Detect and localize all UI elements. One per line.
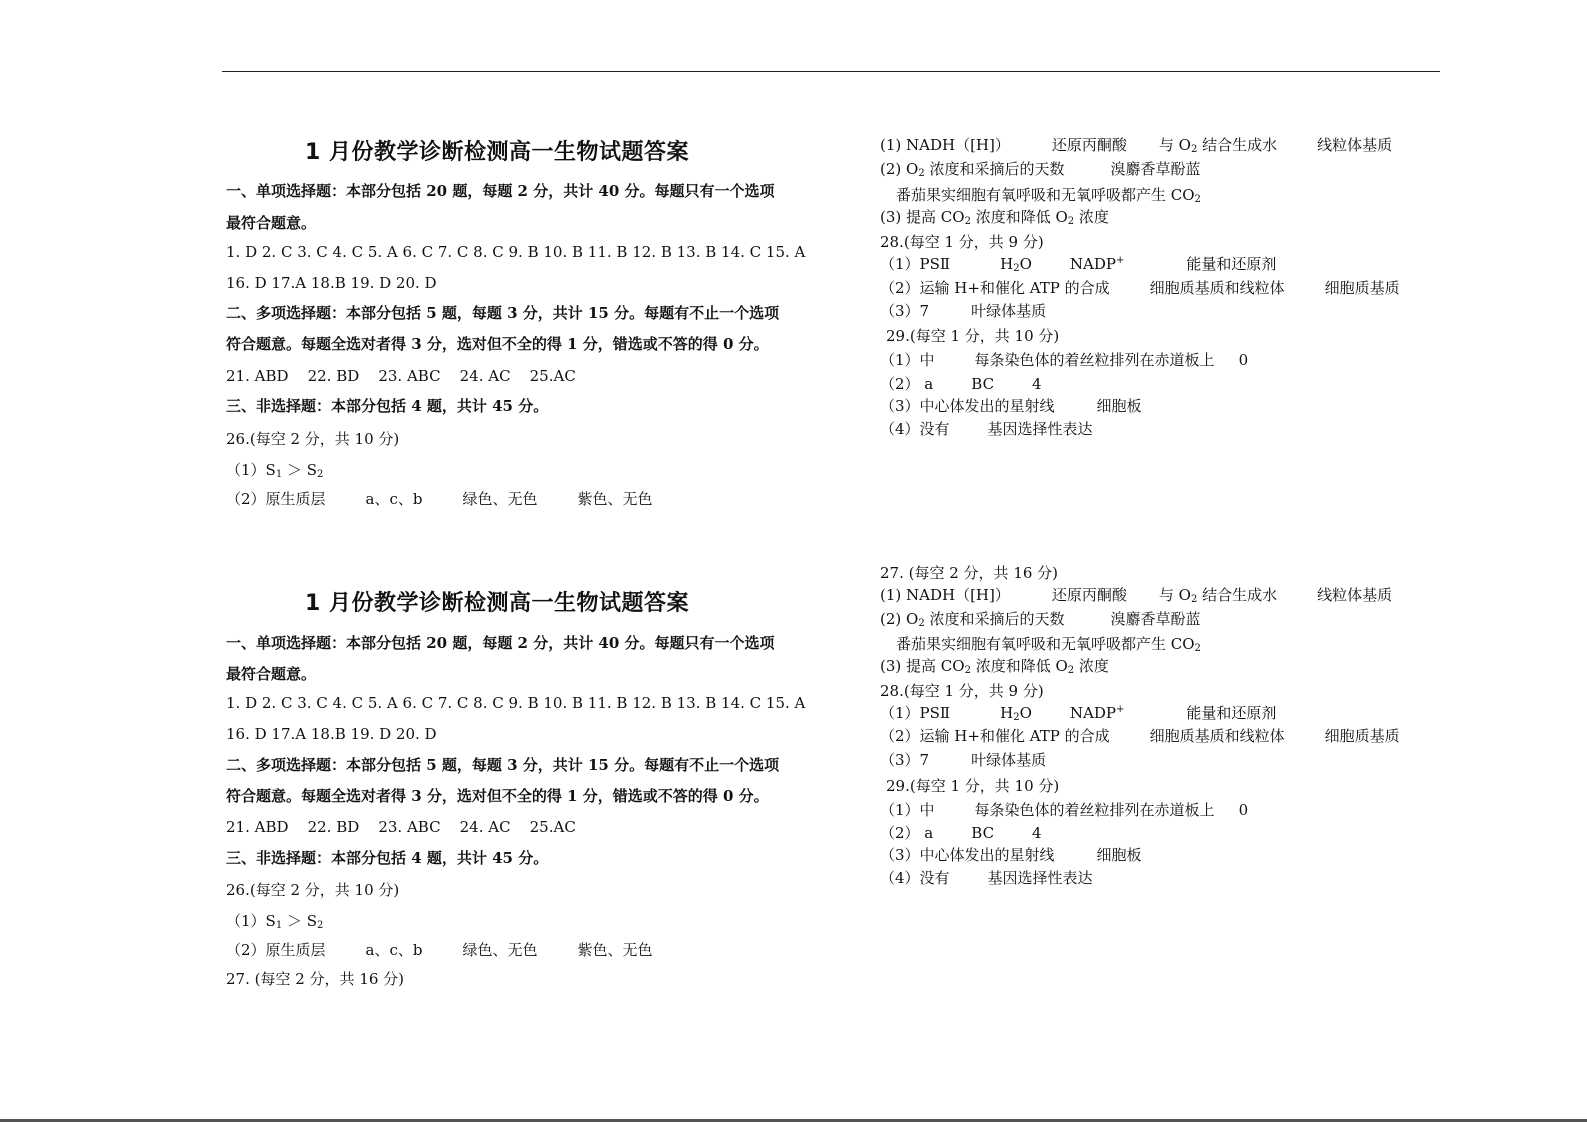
section-2-line-1: 二、多项选择题：本部分包括 5 题，每题 3 分，共计 15 分。每题有不止一个选项 [226,304,780,322]
answers-21-25: 21. ABD 22. BD 23. ABC 24. AC 25.AC [226,367,576,385]
section-2-line-2: 符合题意。每题全选对者得 3 分，选对但不全的得 1 分，错选或不答的得 0 分。 [226,787,769,805]
q27-answer-3: (3) 提高 $CO_2$ 浓度和降低 $O_2$ 浓度 [880,657,1109,676]
q29-answer-3: （3）中心体发出的星射线 细胞板 [880,846,1142,864]
q29-answer-2: （2） a BC 4 [880,824,1042,842]
q27-answer-1: (1) NADH（[H]） 还原丙酮酸 与 $O_2$ 结合生成水 线粒体基质 [880,136,1393,155]
section-1-line-1: 一、单项选择题：本部分包括 20 题，每题 2 分，共计 40 分。每题只有一个选项 [226,634,775,652]
q29-heading: 29.(每空 1 分，共 10 分) [886,777,1060,795]
q27-answer-2: (2) $O_2$ 浓度和采摘后的天数 溴麝香草酚蓝 [880,610,1201,629]
q27-answer-2: (2) $O_2$ 浓度和采摘后的天数 溴麝香草酚蓝 [880,160,1201,179]
q27-heading-right: 27. (每空 2 分，共 16 分) [880,564,1059,582]
section-2-line-1: 二、多项选择题：本部分包括 5 题，每题 3 分，共计 15 分。每题有不止一个选项 [226,756,780,774]
q27-answer-2b: 番茄果实细胞有氧呼吸和无氧呼吸都产生 $CO_2$ [896,186,1201,205]
answers-16-20: 16. D 17.A 18.B 19. D 20. D [226,725,437,743]
answers-1-15: 1. D 2. C 3. C 4. C 5. A 6. C 7. C 8. C 9. B 10. B 11. B 12. B 13. B 14. C 15. A [226,243,806,261]
page-title: 1 月份教学诊断检测高一生物试题答案 [305,140,689,165]
q26-answer-1: $(1)S_1 > S_2$ [226,461,324,480]
q28-heading: 28.(每空 1 分，共 9 分) [880,682,1044,700]
q29-answer-1: （1）中 每条染色体的着丝粒排列在赤道板上 0 [880,801,1249,819]
section-3-heading: 三、非选择题：本部分包括 4 题，共计 45 分。 [226,849,549,867]
q28-answer-1: （1）PSⅡ $H_2O$ NADP+ 能量和还原剂 [880,704,1277,723]
q29-heading: 29.(每空 1 分，共 10 分) [886,327,1060,345]
q26-heading: 26.(每空 2 分，共 10 分) [226,881,400,899]
q28-answer-2: （2）运输 H+和催化 ATP 的合成 细胞质基质和线粒体 细胞质基质 [880,727,1400,745]
page-title-repeat: 1 月份教学诊断检测高一生物试题答案 [305,591,689,616]
section-3-heading: 三、非选择题：本部分包括 4 题，共计 45 分。 [226,397,549,415]
q26-answer-2: （2）原生质层 a、c、b 绿色、无色 紫色、无色 [226,490,653,508]
section-1-line-1: 一、单项选择题：本部分包括 20 题，每题 2 分，共计 40 分。每题只有一个选项 [226,182,775,200]
q29-answer-2: （2） a BC 4 [880,375,1042,393]
q29-answer-3: （3）中心体发出的星射线 细胞板 [880,397,1142,415]
answers-1-15: 1. D 2. C 3. C 4. C 5. A 6. C 7. C 8. C 9. B 10. B 11. B 12. B 13. B 14. C 15. A [226,694,806,712]
q27-answer-2b: 番茄果实细胞有氧呼吸和无氧呼吸都产生 $CO_2$ [896,635,1201,654]
section-2-line-2: 符合题意。每题全选对者得 3 分，选对但不全的得 1 分，错选或不答的得 0 分。 [226,335,769,353]
top-rule [222,71,1440,72]
answers-16-20: 16. D 17.A 18.B 19. D 20. D [226,274,437,292]
q27-answer-3: (3) 提高 $CO_2$ 浓度和降低 $O_2$ 浓度 [880,208,1109,227]
q29-answer-4: （4）没有 基因选择性表达 [880,869,1093,887]
q26-heading: 26.(每空 2 分，共 10 分) [226,430,400,448]
q28-answer-3: （3）7 叶绿体基质 [880,302,1047,320]
q26-answer-1: $(1)S_1 > S_2$ [226,912,324,931]
q28-answer-1: （1）PSⅡ $H_2O$ NADP+ 能量和还原剂 [880,255,1277,274]
q27-heading: 27. (每空 2 分，共 16 分) [226,970,405,988]
q28-answer-2: （2）运输 H+和催化 ATP 的合成 细胞质基质和线粒体 细胞质基质 [880,279,1400,297]
section-1-line-2: 最符合题意。 [226,214,317,232]
q26-answer-2: （2）原生质层 a、c、b 绿色、无色 紫色、无色 [226,941,653,959]
q29-answer-1: （1）中 每条染色体的着丝粒排列在赤道板上 0 [880,351,1249,369]
q29-answer-4: （4）没有 基因选择性表达 [880,420,1093,438]
q27-answer-1: (1) NADH（[H]） 还原丙酮酸 与 $O_2$ 结合生成水 线粒体基质 [880,586,1393,605]
answers-21-25: 21. ABD 22. BD 23. ABC 24. AC 25.AC [226,818,576,836]
q28-answer-3: （3）7 叶绿体基质 [880,751,1047,769]
section-1-line-2: 最符合题意。 [226,665,317,683]
q28-heading: 28.(每空 1 分，共 9 分) [880,233,1044,251]
